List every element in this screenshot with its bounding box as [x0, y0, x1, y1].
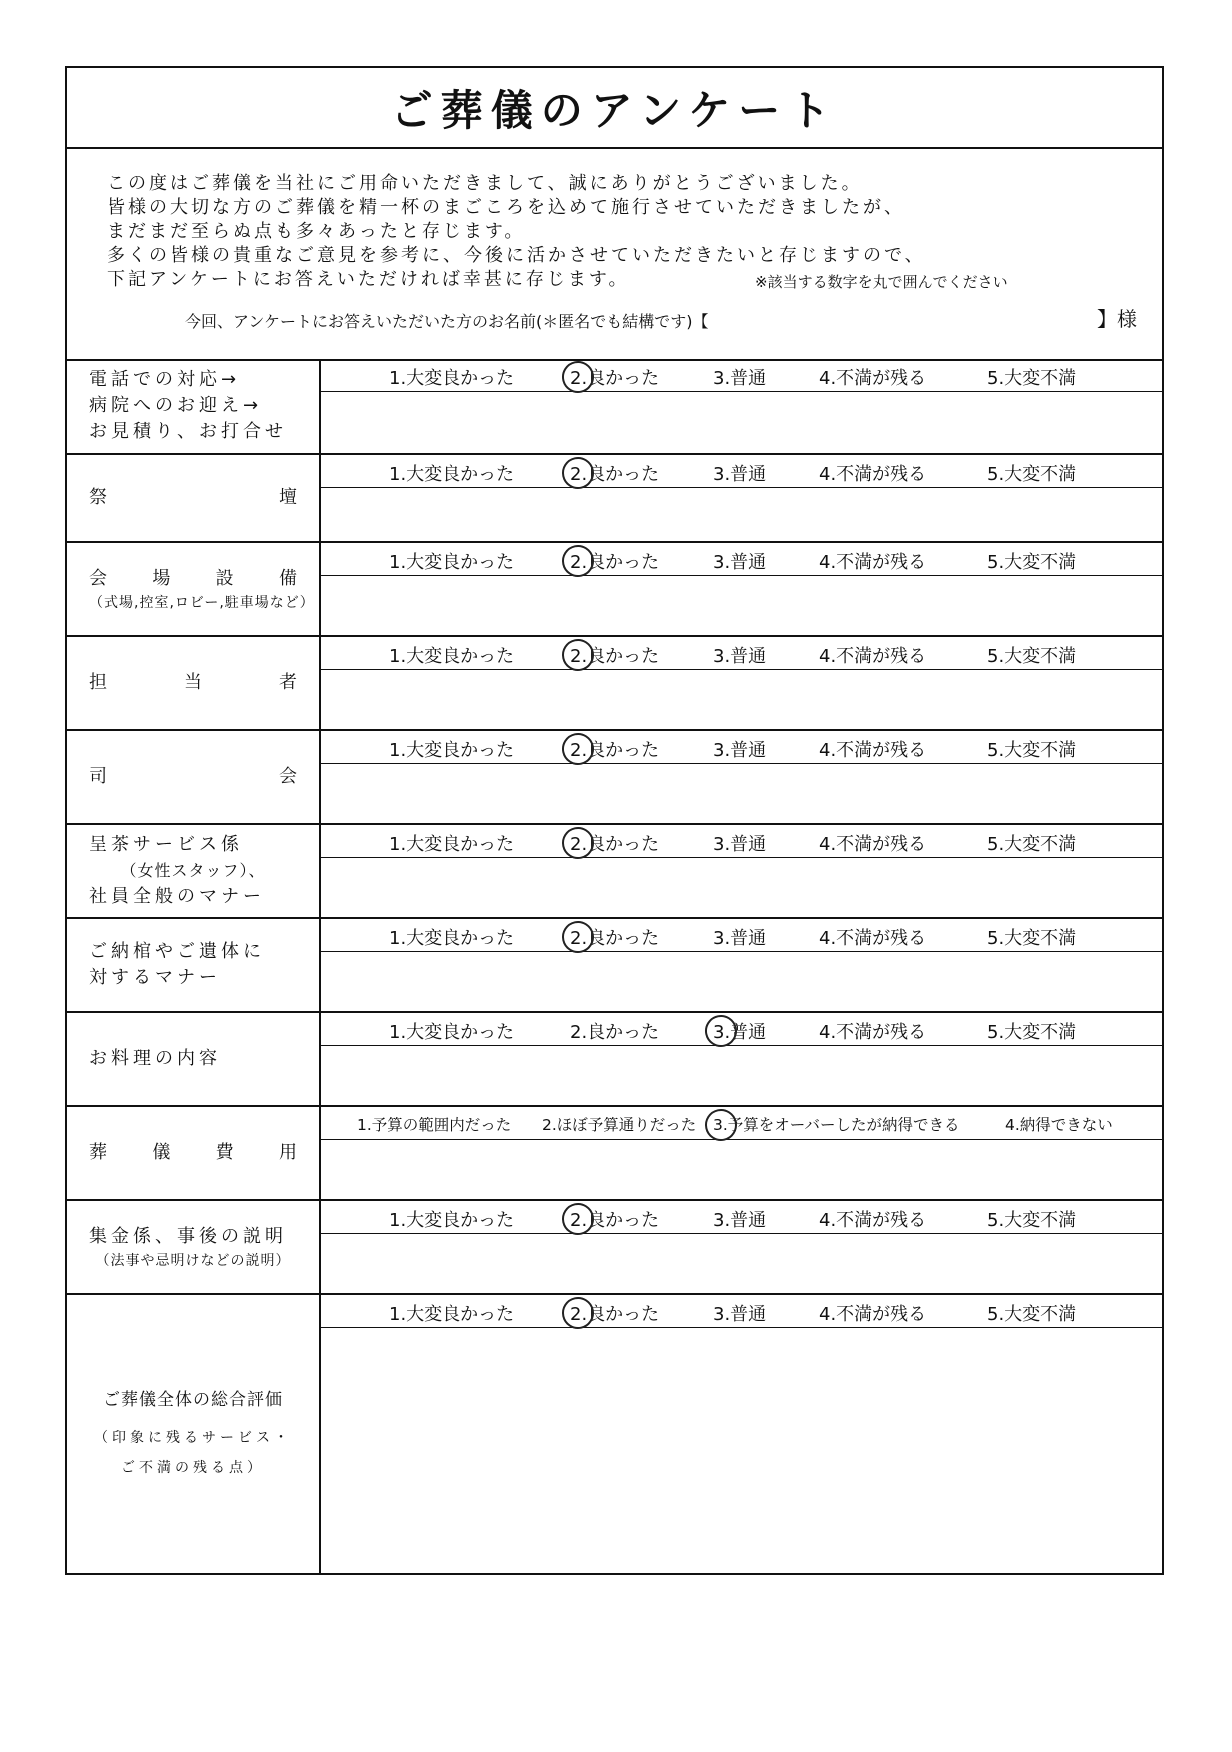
question-sublabel: （印象に残るサービス・ [94, 1430, 292, 1446]
question-label-char: 者 [279, 672, 297, 693]
answer-option-1[interactable]: 1.大変良かった [389, 464, 515, 485]
question-label-cell [67, 455, 321, 541]
question-label-char: 当 [184, 672, 202, 693]
answer-option-3[interactable]: 3.普通 [713, 928, 767, 949]
answer-option-3[interactable]: 3.普通 [713, 1210, 767, 1231]
answer-options [321, 455, 1162, 488]
survey-sheet [65, 66, 1164, 1575]
answer-option-4[interactable]: 4.納得できない [1005, 1116, 1113, 1134]
survey-row [67, 1013, 1162, 1107]
answer-option-2[interactable]: 2.良かった [570, 1304, 660, 1325]
answer-options [321, 543, 1162, 576]
answer-options [321, 1013, 1162, 1046]
question-label: ご葬儀全体の総合評価 [103, 1390, 283, 1410]
answer-option-5[interactable]: 5.大変不満 [987, 464, 1077, 485]
question-label: 集金係、事後の説明 [89, 1226, 287, 1247]
intro-line: この度はご葬儀を当社にご用命いただきまして、誠にありがとうございました。 [107, 173, 863, 194]
question-label-char: 設 [215, 568, 234, 589]
answer-options [321, 1107, 1162, 1140]
answer-option-3[interactable]: 3.普通 [713, 368, 767, 389]
answer-options [321, 919, 1162, 952]
answer-option-1[interactable]: 1.大変良かった [389, 1304, 515, 1325]
question-label: （女性スタッフ）、 [120, 861, 266, 880]
survey-row [67, 1201, 1162, 1295]
answer-option-3[interactable]: 3.普通 [713, 552, 767, 573]
question-label: お料理の内容 [89, 1048, 221, 1069]
answer-option-5[interactable]: 5.大変不満 [987, 552, 1077, 573]
question-label [89, 485, 297, 511]
question-sublabel: （式場,控室,ロビー,駐車場など） [89, 595, 315, 611]
answer-option-5[interactable]: 5.大変不満 [987, 928, 1077, 949]
question-label-char: 費 [215, 1142, 234, 1163]
answer-option-3[interactable]: 3.普通 [713, 834, 767, 855]
answer-option-5[interactable]: 5.大変不満 [987, 1022, 1077, 1043]
answer-options [321, 825, 1162, 858]
question-label-char: 担 [89, 672, 107, 693]
question-label [89, 764, 297, 790]
answer-option-2[interactable]: 2.良かった [570, 464, 660, 485]
survey-row [67, 825, 1162, 919]
answer-option-1[interactable]: 1.予算の範囲内だった [357, 1116, 512, 1134]
intro-line: 皆様の大切な方のご葬儀を精一杯のまごころを込めて施行させていただきましたが、 [107, 197, 905, 218]
question-label [89, 566, 297, 592]
intro-line: まだまだ至らぬ点も多々あったと存じます。 [107, 221, 526, 242]
question-label-cell [67, 637, 321, 729]
answer-options [321, 359, 1162, 392]
question-label-cell [67, 919, 321, 1011]
answer-option-4[interactable]: 4.不満が残る [819, 1022, 927, 1043]
question-label-char: 儀 [152, 1142, 171, 1163]
question-label-cell [67, 731, 321, 823]
survey-row [67, 1107, 1162, 1201]
question-sublabel: （法事や忌明けなどの説明） [95, 1253, 291, 1269]
name-suffix: 】様 [1097, 307, 1137, 331]
answer-option-5[interactable]: 5.大変不満 [987, 1304, 1077, 1325]
question-label: 病院へのお迎え→ [89, 395, 263, 416]
intro-section [67, 147, 1162, 361]
answer-options [321, 731, 1162, 764]
page-title: ご葬儀のアンケート [390, 85, 839, 135]
answer-option-2[interactable]: 2.良かった [570, 368, 660, 389]
question-label-cell [67, 1295, 321, 1575]
question-sublabel: ご不満の残る点） [121, 1460, 265, 1476]
question-label: お見積り、お打合せ [89, 421, 287, 442]
survey-row [67, 359, 1162, 455]
answer-option-2[interactable]: 2.良かった [570, 552, 660, 573]
answer-option-3[interactable]: 3.普通 [713, 464, 767, 485]
answer-option-4[interactable]: 4.不満が残る [819, 646, 927, 667]
question-label-char: 葬 [89, 1142, 107, 1163]
question-label [89, 670, 297, 696]
answer-option-1[interactable]: 1.大変良かった [389, 646, 515, 667]
answer-option-3[interactable]: 3.普通 [713, 646, 767, 667]
intro-line: 下記アンケートにお答えいただければ幸甚に存じます。 [107, 269, 630, 290]
answer-option-2[interactable]: 2.良かった [570, 928, 660, 949]
answer-option-1[interactable]: 1.大変良かった [389, 368, 515, 389]
answer-option-5[interactable]: 5.大変不満 [987, 646, 1077, 667]
answer-option-5[interactable]: 5.大変不満 [987, 834, 1077, 855]
answer-option-5[interactable]: 5.大変不満 [987, 1210, 1077, 1231]
survey-row [67, 919, 1162, 1013]
question-label: 電話での対応→ [89, 369, 241, 390]
answer-option-2[interactable]: 2.良かった [570, 834, 660, 855]
answer-option-4[interactable]: 4.不満が残る [819, 834, 927, 855]
survey-row [67, 543, 1162, 637]
question-label-char: 司 [89, 766, 107, 787]
answer-option-2[interactable]: 2.良かった [570, 1210, 660, 1231]
question-label-cell [67, 543, 321, 635]
selection-circle [702, 1106, 740, 1144]
question-label-char: 用 [278, 1142, 297, 1163]
question-label: 呈茶サービス係 [89, 834, 243, 855]
answer-option-4[interactable]: 4.不満が残る [819, 1210, 927, 1231]
answer-option-4[interactable]: 4.不満が残る [819, 740, 927, 761]
answer-option-4[interactable]: 4.不満が残る [819, 928, 927, 949]
intro-line: 多くの皆様の貴重なご意見を参考に、今後に活かさせていただきたいと存じますので、 [107, 245, 926, 266]
answer-option-1[interactable]: 1.大変良かった [389, 1022, 515, 1043]
question-label-cell [67, 1107, 321, 1199]
answer-options [321, 1295, 1162, 1328]
survey-row [67, 637, 1162, 731]
answer-option-3[interactable]: 3.予算をオーバーしたが納得できる [713, 1116, 960, 1134]
answer-option-4[interactable]: 4.不満が残る [819, 552, 927, 573]
answer-option-3[interactable]: 3.普通 [713, 740, 767, 761]
answer-option-1[interactable]: 1.大変良かった [389, 552, 515, 573]
answer-option-2[interactable]: 2.ほぼ予算通りだった [542, 1116, 697, 1134]
question-label-cell [67, 1013, 321, 1105]
question-label-cell [67, 825, 321, 917]
answer-option-4[interactable]: 4.不満が残る [819, 464, 927, 485]
question-label-cell [67, 1201, 321, 1293]
name-prompt: 今回、アンケートにお答えいただいた方のお名前(＊匿名でも結構です)【 [185, 312, 709, 331]
answer-options [321, 637, 1162, 670]
answer-option-4[interactable]: 4.不満が残る [819, 368, 927, 389]
question-label-char: 祭 [89, 487, 107, 508]
answer-option-5[interactable]: 5.大変不満 [987, 368, 1077, 389]
question-label-char: 備 [278, 568, 297, 589]
question-label-char: 場 [152, 568, 171, 589]
answer-option-2[interactable]: 2.良かった [570, 646, 660, 667]
answer-option-2[interactable]: 2.良かった [570, 1022, 660, 1043]
answer-option-1[interactable]: 1.大変良かった [389, 928, 515, 949]
answer-option-3[interactable]: 3.普通 [713, 1022, 767, 1043]
answer-option-1[interactable]: 1.大変良かった [389, 834, 515, 855]
question-label: 対するマナー [89, 967, 221, 988]
survey-row [67, 455, 1162, 543]
answer-option-4[interactable]: 4.不満が残る [819, 1304, 927, 1325]
answer-options [321, 1201, 1162, 1234]
answer-option-1[interactable]: 1.大変良かった [389, 1210, 515, 1231]
question-label-char: 会 [89, 568, 107, 589]
answer-option-3[interactable]: 3.普通 [713, 1304, 767, 1325]
question-label-cell [67, 359, 321, 453]
question-label-char: 会 [279, 766, 297, 787]
question-label: ご納棺やご遺体に [89, 941, 265, 962]
answer-option-1[interactable]: 1.大変良かった [389, 740, 515, 761]
survey-row [67, 1295, 1162, 1575]
survey-row [67, 731, 1162, 825]
title-box [67, 68, 1162, 149]
question-label: 社員全般のマナー [89, 886, 265, 907]
question-label-char: 壇 [279, 487, 297, 508]
answer-option-5[interactable]: 5.大変不満 [987, 740, 1077, 761]
answer-option-2[interactable]: 2.良かった [570, 740, 660, 761]
question-label [89, 1140, 297, 1166]
instruction-note: ※該当する数字を丸で囲んでください [755, 273, 1008, 291]
